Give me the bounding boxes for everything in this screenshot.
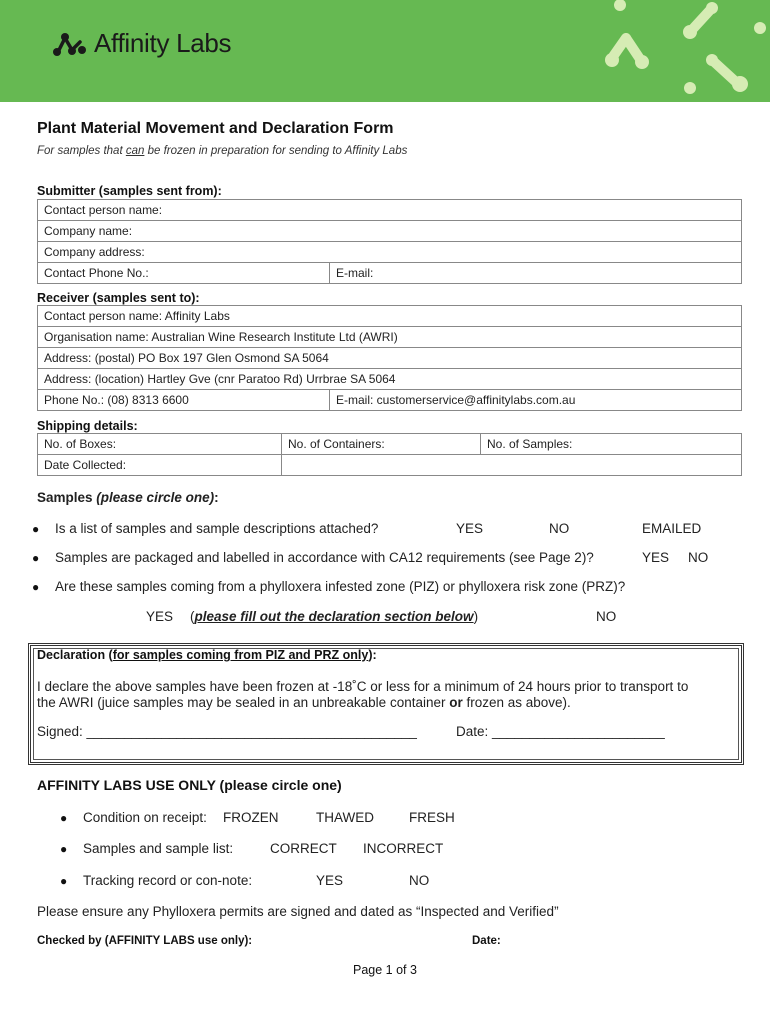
receiver-table [37, 305, 742, 411]
q3-yes-option[interactable]: YES [146, 609, 174, 624]
bullet-icon: ● [60, 842, 68, 856]
submitter-table [37, 199, 742, 284]
question-packaged-labelled: Samples are packaged and labelled in accordance with CA12 requirements (see Page 2)? [55, 550, 594, 565]
bullet-icon: ● [32, 551, 40, 565]
affinity-logo-icon [52, 30, 88, 58]
receiver-contact: Contact person name: Affinity Labs [38, 306, 742, 327]
tracking-no-option[interactable]: NO [409, 873, 430, 888]
list-correct-option[interactable]: CORRECT [270, 841, 337, 856]
bullet-icon: ● [32, 580, 40, 594]
q2-no-option[interactable]: NO [688, 550, 709, 565]
page-subtitle: For samples that can be frozen in preparation for sending to Affinity Labs [37, 145, 408, 157]
receiver-heading: Receiver (samples sent to): [37, 291, 200, 305]
submitter-phone-field[interactable]: Contact Phone No.: [38, 263, 330, 284]
q1-emailed-option[interactable]: EMAILED [642, 521, 702, 536]
q3-no-option[interactable]: NO [596, 609, 617, 624]
submitter-email-field[interactable]: E-mail: [330, 263, 742, 284]
date-collected-value[interactable] [282, 455, 742, 476]
shipping-table [37, 433, 742, 476]
q3-note: (please fill out the declaration section below) [190, 609, 479, 624]
page-number: Page 1 of 3 [353, 963, 417, 977]
condition-label: Condition on receipt: [83, 810, 207, 825]
tracking-yes-option[interactable]: YES [316, 873, 344, 888]
shipping-heading: Shipping details: [37, 419, 138, 433]
bullet-icon: ● [60, 811, 68, 825]
brand-logo [52, 28, 231, 59]
condition-thawed-option[interactable]: THAWED [316, 810, 374, 825]
question-list-attached: Is a list of samples and sample descriptions attached? [55, 521, 379, 536]
checked-date-field[interactable]: Date: [472, 935, 501, 947]
submitter-contact-field[interactable]: Contact person name: [38, 200, 742, 221]
date-collected-field[interactable]: Date Collected: [38, 455, 282, 476]
subtitle-emphasis: can [125, 145, 145, 157]
declaration-signed-field[interactable]: Signed: ____________________________________________ [37, 724, 417, 739]
condition-frozen-option[interactable]: FROZEN [223, 810, 279, 825]
submitter-company-field[interactable]: Company name: [38, 221, 742, 242]
checked-by-field[interactable]: Checked by (AFFINITY LABS use only): [37, 935, 253, 947]
q2-yes-option[interactable]: YES [642, 550, 670, 565]
receiver-phone: Phone No.: (08) 8313 6600 [38, 390, 330, 411]
samples-heading: Samples (please circle one): [37, 490, 219, 505]
header-banner [0, 0, 770, 102]
brand-name: Affinity Labs [94, 28, 232, 58]
page-title: Plant Material Movement and Declaration Form [37, 120, 394, 137]
containers-field[interactable]: No. of Containers: [282, 434, 481, 455]
tracking-label: Tracking record or con-note: [83, 873, 253, 888]
receiver-email: E-mail: customerservice@affinitylabs.com.au [330, 390, 742, 411]
boxes-field[interactable]: No. of Boxes: [38, 434, 282, 455]
submitter-address-field[interactable]: Company address: [38, 242, 742, 263]
declaration-heading: Declaration (for samples coming from PIZ and PRZ only): [37, 648, 377, 662]
bullet-icon: ● [32, 522, 40, 536]
sample-list-label: Samples and sample list: [83, 841, 234, 856]
declaration-date-field[interactable]: Date: _______________________ [456, 724, 665, 739]
bullet-icon: ● [60, 874, 68, 888]
q1-yes-option[interactable]: YES [456, 521, 484, 536]
condition-fresh-option[interactable]: FRESH [409, 810, 455, 825]
list-incorrect-option[interactable]: INCORRECT [363, 841, 444, 856]
q1-no-option[interactable]: NO [549, 521, 570, 536]
submitter-heading: Submitter (samples sent from): [37, 184, 222, 198]
declaration-text-line1: I declare the above samples have been frozen at -18˚C or less for a minimum of 24 hours prior to transport to [37, 679, 689, 694]
receiver-postal-address: Address: (postal) PO Box 197 Glen Osmond SA 5064 [38, 348, 742, 369]
receiver-organisation: Organisation name: Australian Wine Research Institute Ltd (AWRI) [38, 327, 742, 348]
lab-use-heading: AFFINITY LABS USE ONLY (please circle one) [37, 777, 342, 793]
permits-note: Please ensure any Phylloxera permits are signed and dated as “Inspected and Verified” [37, 904, 559, 919]
declaration-text-line2: the AWRI (juice samples may be sealed in an unbreakable container or frozen as above). [37, 695, 571, 710]
question-phylloxera-zone: Are these samples coming from a phylloxera infested zone (PIZ) or phylloxera risk zone (PRZ)? [55, 579, 626, 594]
samples-count-field[interactable]: No. of Samples: [481, 434, 742, 455]
receiver-location-address: Address: (location) Hartley Gve (cnr Paratoo Rd) Urrbrae SA 5064 [38, 369, 742, 390]
